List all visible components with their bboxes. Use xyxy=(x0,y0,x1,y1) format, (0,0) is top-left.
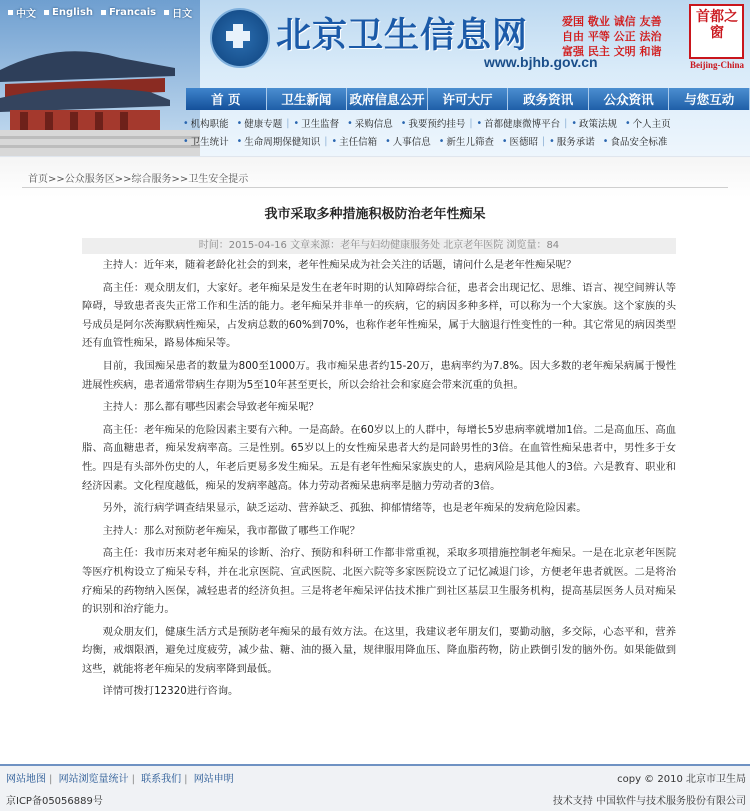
article-paragraph: 主持人：那么都有哪些因素会导致老年痴呆呢？ xyxy=(102,401,319,414)
health-emblem-icon xyxy=(210,8,270,68)
capital-window-logo-text: Beijing-China xyxy=(689,60,744,70)
article-paragraph: 高主任：观众朋友们，大家好。老年痴呆是发生在老年时期的认知障碍综合征，患者会出现记忆、思维、语言、视空间辨认等障碍，导致患者丧失正常工作和生活的能力。老年痴呆并非单一的疾病，它的病因多种多样，可以称为一个大家族。这个家族的头号成员是阿尔茨海默病性痴呆，占发病总数的60%到70%，也称作老年性痴呆，属于大脑退行性变性的一种。其它常见的病因类型还有血管性痴呆，路易体痴呆等。 xyxy=(82,281,676,350)
lang-english-link[interactable]: English xyxy=(44,7,93,18)
breadcrumb-divider xyxy=(22,187,728,188)
footer-link-contact[interactable]: 联系我们 xyxy=(141,774,182,785)
footer-icp: 京ICP备05056889号 xyxy=(6,796,103,807)
article-paragraph: 观众朋友们，健康生活方式是预防老年痴呆的最有效方法。在这里，我建议老年朋友们，要勤动脑，多交际，心态平和，营养均衡，戒烟限酒，避免过度疲劳，减少盐、糖、油的摄入量，规律服用降血压、降血脂药物，防止跌倒引发的脑外伤。如果能做到这些，就能将老年痴呆的发病率降到最低。 xyxy=(82,625,676,675)
nav-interact[interactable]: 与您互动 xyxy=(669,88,750,110)
sublink-director-mailbox[interactable]: • 主任信箱 xyxy=(331,135,378,148)
sublink-policy[interactable]: • 政策法规 xyxy=(571,117,617,130)
site-header xyxy=(0,0,750,156)
temple-banner-image xyxy=(0,0,200,156)
article-paragraph: 另外，流行病学调查结果显示，缺乏运动、营养缺乏、孤独、抑郁情绪等，也是老年痴呆的发病危险因素。 xyxy=(102,502,587,515)
sublink-procurement[interactable]: • 采购信息 xyxy=(347,117,393,130)
footer-copyright: copy © 2010 北京市卫生局 xyxy=(617,774,746,785)
sub-links-row-2: • 卫生统计 • 生命周期保健知识 | • 主任信箱 • 人事信息 • 新生儿筛查 • 医德昭 | • 服务承诺 • 食品安全标准 xyxy=(183,135,668,148)
nav-gov-affairs[interactable]: 政务资讯 xyxy=(508,88,589,110)
capital-window-logo-glyph: 首都之窗 xyxy=(696,9,738,41)
article-meta: 时间：2015-04-16 文章来源：老年与妇幼健康服务处 北京老年医院 浏览量：84 xyxy=(82,238,676,254)
sublink-newborn[interactable]: • 新生儿筛查 xyxy=(438,135,494,148)
nav-health-news[interactable]: 卫生新闻 xyxy=(267,88,348,110)
footer-link-stats[interactable]: 网站浏览量统计 xyxy=(58,774,129,785)
lang-chinese-link[interactable]: 中文 xyxy=(8,5,36,20)
sub-links-row-1: • 机构职能 • 健康专题 | • 卫生监督 • 采购信息 • 我要预约挂号 | • 首都健康微博平台 | • 政策法规 • 个人主页 xyxy=(183,117,671,130)
language-bar xyxy=(0,4,192,20)
site-title: 北京卫生信息网 xyxy=(276,16,529,56)
nav-public-info[interactable]: 公众资讯 xyxy=(589,88,670,110)
sublink-weibo[interactable]: • 首都健康微博平台 xyxy=(476,117,561,130)
sub-links xyxy=(183,113,750,149)
sublink-appointment[interactable]: • 我要预约挂号 xyxy=(400,117,466,130)
sublink-health-topic[interactable]: • 健康专题 xyxy=(236,117,283,130)
core-values-slogan: 爱国 敬业 诚信 友善 自由 平等 公正 法治 富强 民主 文明 和谐 xyxy=(562,15,662,58)
sublink-supervision[interactable]: • 卫生监督 xyxy=(293,117,340,130)
footer-links: 网站地图 | 网站浏览量统计 | 联系我们 | 网站申明 xyxy=(6,774,234,785)
sublink-institution[interactable]: • 机构职能 xyxy=(183,117,229,130)
article-content xyxy=(82,256,676,705)
nav-gov-info[interactable]: 政府信息公开 xyxy=(347,88,428,110)
nav-license-hall[interactable]: 许可大厅 xyxy=(428,88,509,110)
lang-japanese-link[interactable]: 日文 xyxy=(164,5,192,20)
article-paragraph: 高主任：我市历来对老年痴呆的诊断、治疗、预防和科研工作都非常重视，采取多项措施控制老年痴呆。一是在北京老年医院等医疗机构设立了痴呆专科，并在北京医院、宣武医院、北医六院等多家医院设立了记忆减退门诊，方便老年患者就医。二是将治疗痴呆的药物纳入医保，减轻患者的经济负担。三是将老年痴呆评估技术推广到社区基层卫生服务机构，提高基层医务人员对痴呆的识别和治疗能力。 xyxy=(82,547,676,616)
sublink-ethics[interactable]: • 医德昭 xyxy=(501,135,538,148)
site-url: www.bjhb.gov.cn xyxy=(484,54,598,70)
sublink-statistics[interactable]: • 卫生统计 xyxy=(183,135,229,148)
breadcrumb[interactable]: 首页>>公众服务区>>综合服务>>卫生安全提示 xyxy=(28,174,249,185)
lang-french-link[interactable]: Francais xyxy=(101,7,156,18)
nav-home[interactable]: 首 页 xyxy=(186,88,267,110)
capital-window-logo[interactable] xyxy=(689,4,744,59)
article-paragraph: 详情可拨打12320进行咨询。 xyxy=(102,685,239,698)
main-nav xyxy=(186,88,750,110)
article-paragraph: 目前，我国痴呆患者的数量为800至1000万。我市痴呆患者约15-20万，患病率约为7.8%。因大多数的老年痴呆病属于慢性进展性疾病，患者通常带病生存期为5至10年甚至更长，所以会给社会和家庭会带来沉重的负担。 xyxy=(82,359,676,391)
sublink-food-safety[interactable]: • 食品安全标准 xyxy=(602,135,668,148)
article-paragraph: 主持人：那么对预防老年痴呆，我市都做了哪些工作呢？ xyxy=(102,524,361,537)
sublink-service-promise[interactable]: • 服务承诺 xyxy=(549,135,595,148)
footer-link-statement[interactable]: 网站申明 xyxy=(193,774,234,785)
sublink-personal[interactable]: • 个人主页 xyxy=(624,117,671,130)
sublink-personnel[interactable]: • 人事信息 xyxy=(385,135,431,148)
article-paragraph: 高主任：老年痴呆的危险因素主要有六种。一是高龄。在60岁以上的人群中，每增长5岁患病率就增加1倍。二是高血压、高血脂、高血糖患者，痴呆发病率高。三是性别。65岁以上的女性痴呆患者大约是同龄男性的3倍。在血管性痴呆患者中，男性多于女性。四是有头部外伤史的人，年老后更易多发生痴呆。五是有老年性痴呆家族史的人，患病风险是其他人的3倍。六是教育、职业和经济因素。文化程度越低，痴呆的发病率越高。体力劳动者痴呆患病率是脑力劳动者的3倍。 xyxy=(82,423,676,492)
footer-tech-support: 技术支持 中国软件与技术服务股份有限公司 xyxy=(552,796,746,807)
sublink-lifecycle[interactable]: • 生命周期保健知识 xyxy=(236,135,321,148)
article-title: 我市采取多种措施积极防治老年性痴呆 xyxy=(264,207,486,222)
article-paragraph: 主持人：近年来，随着老龄化社会的到来，老年性痴呆成为社会关注的话题，请问什么是老年性痴呆呢？ xyxy=(102,259,577,271)
footer-link-sitemap[interactable]: 网站地图 xyxy=(6,774,46,785)
